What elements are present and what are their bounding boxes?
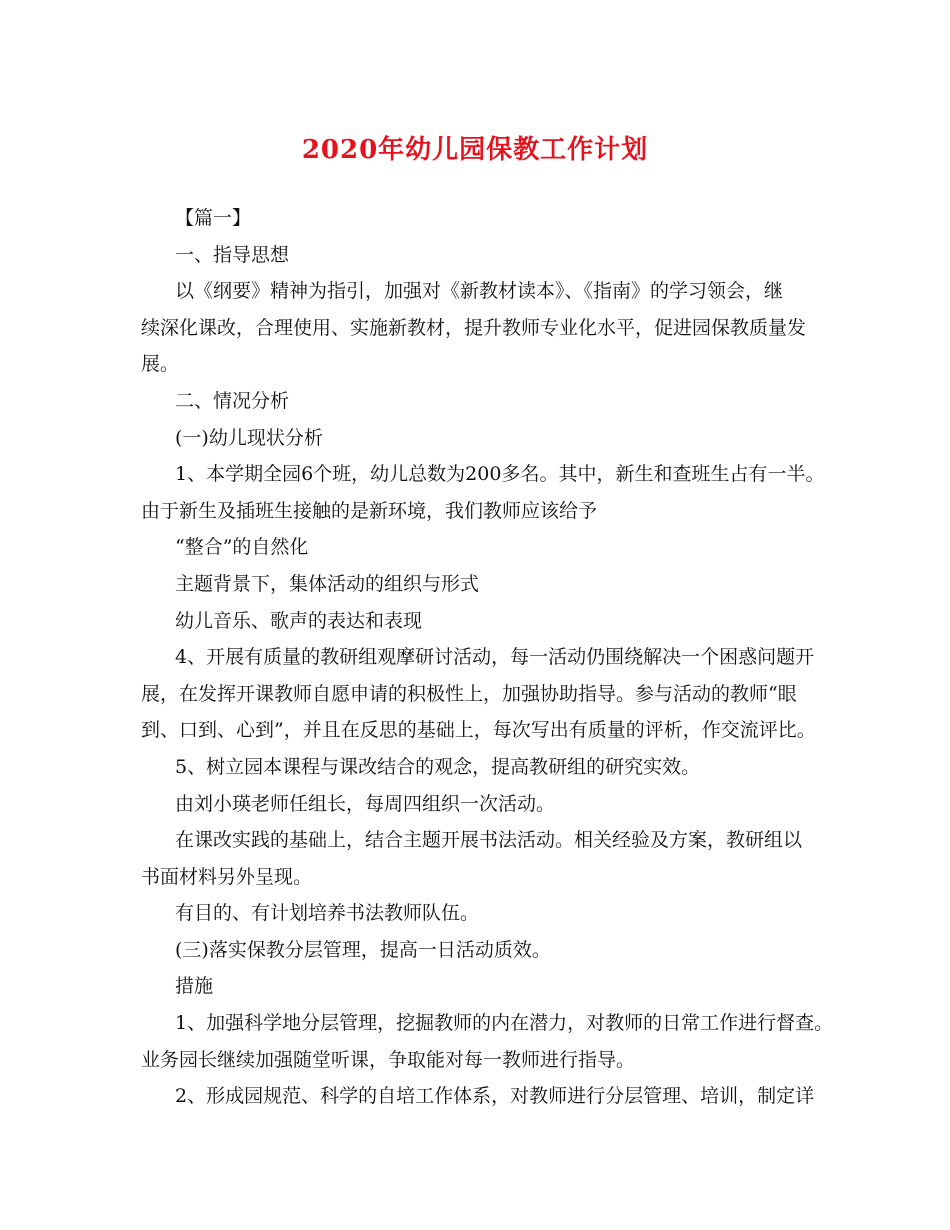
paragraph-line: 2、形成园规范、科学的自培工作体系，对教师进行分层管理、培训，制定详 <box>175 1085 815 1108</box>
paragraph-line: (三)落实保教分层管理，提高一日活动质效。 <box>175 938 551 961</box>
paragraph-line: 续深化课改，合理使用、实施新教材，提升教师专业化水平，促进园保教质量发 <box>141 316 807 339</box>
paragraph-line: 幼儿音乐、歌声的表达和表现 <box>175 609 423 632</box>
paragraph-line: 二、情况分析 <box>175 389 290 412</box>
paragraph-line: “整合”的自然化 <box>175 536 309 559</box>
paragraph-line: 【篇一】 <box>175 207 252 229</box>
paragraph-line: 有目的、有计划培养书法教师队伍。 <box>175 902 480 925</box>
paragraph-line: (一)幼儿现状分析 <box>175 426 323 449</box>
paragraph-line: 展，在发挥开课教师自愿申请的积极性上，加强协助指导。参与活动的教师“眼 <box>141 682 797 705</box>
document-title: 2020年幼儿园保教工作计划 <box>301 135 649 165</box>
paragraph-line: 措施 <box>175 975 214 998</box>
paragraph-line: 由刘小瑛老师任组长，每周四组织一次活动。 <box>175 792 556 815</box>
paragraph-line: 书面材料另外呈现。 <box>141 865 313 888</box>
paragraph-line: 1、本学期全园6个班，幼儿总数为200多名。其中，新生和查班生占有一半。 <box>175 463 825 486</box>
paragraph-line: 展。 <box>141 353 180 376</box>
paragraph-line: 到、口到、心到”，并且在反思的基础上，每次写出有质量的评析，作交流评比。 <box>141 719 816 742</box>
paragraph-line: 以《纲要》精神为指引，加强对《新教材读本》、《指南》的学习领会，继 <box>175 280 784 303</box>
paragraph-line: 5、树立园本课程与课改结合的观念，提高教研组的研究实效。 <box>175 755 701 778</box>
paragraph-line: 1、加强科学地分层管理，挖掘教师的内在潜力，对教师的日常工作进行督查。 <box>175 1012 834 1035</box>
paragraph-line: 一、指导思想 <box>175 243 290 266</box>
document-body <box>141 200 834 1115</box>
paragraph-line: 在课改实践的基础上，结合主题开展书法活动。相关经验及方案，教研组以 <box>175 829 803 852</box>
paragraph-line: 4、开展有质量的教研组观摩研讨活动，每一活动仍围绕解决一个困惑问题开 <box>175 646 815 669</box>
paragraph-line: 由于新生及插班生接触的是新环境，我们教师应该给予 <box>141 499 598 522</box>
paragraph-line: 主题背景下，集体活动的组织与形式 <box>175 572 480 595</box>
paragraph-line: 业务园长继续加强随堂听课，争取能对每一教师进行指导。 <box>141 1048 636 1071</box>
